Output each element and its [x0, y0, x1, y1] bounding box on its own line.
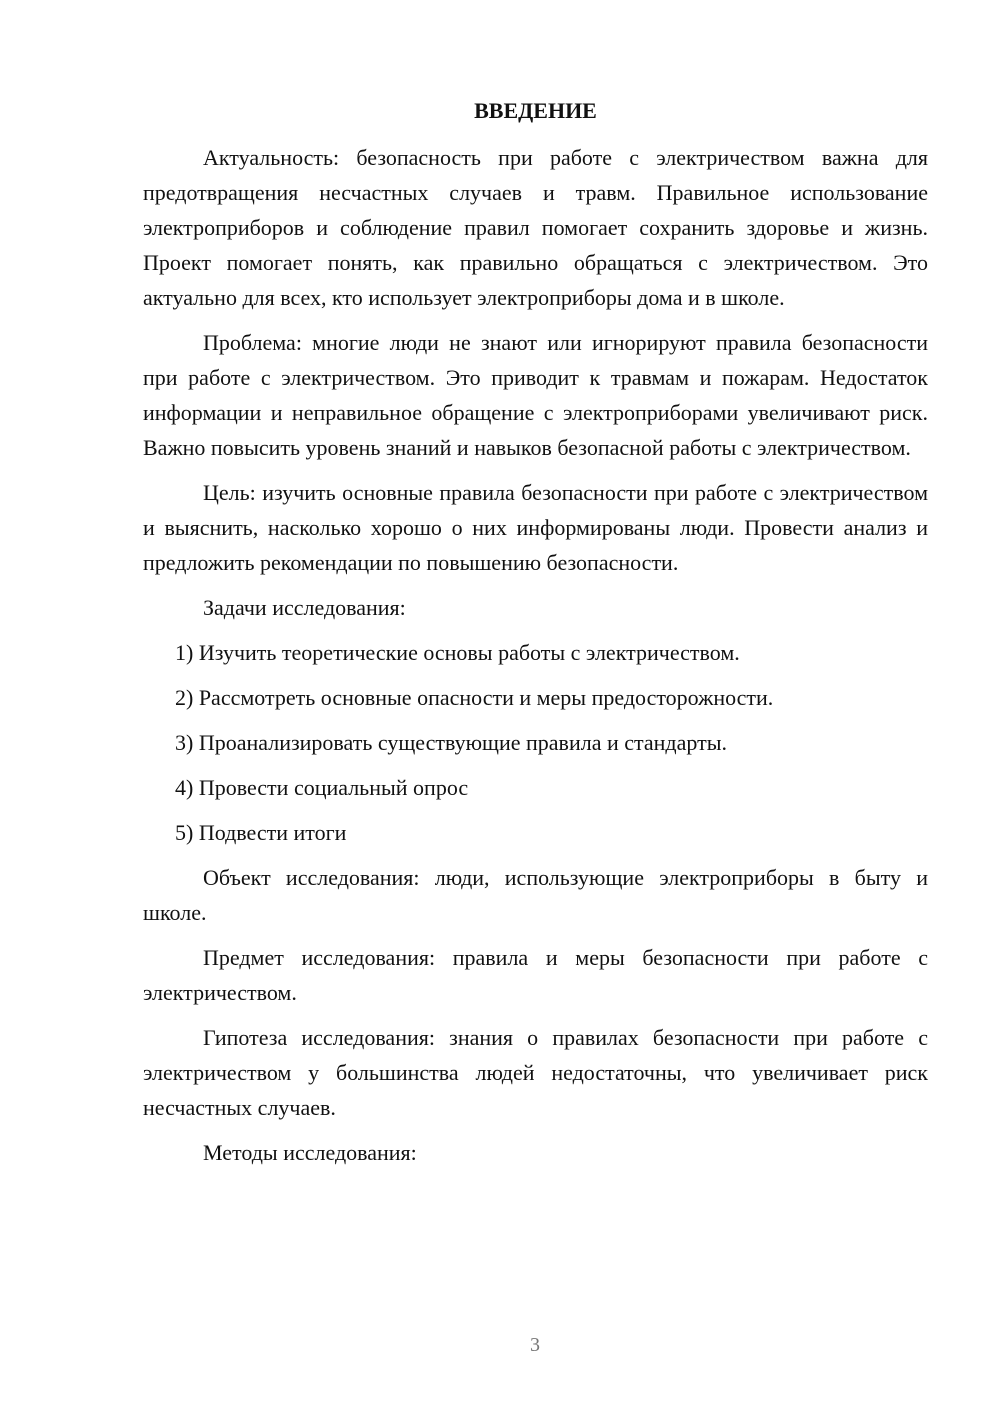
- methods-heading: Методы исследования:: [203, 1140, 417, 1165]
- document-body: [143, 96, 928, 1180]
- hypothesis-paragraph: Гипотеза исследования: знания о правилах безопасности при работе с электричеством у большинства людей недостаточны, что увеличивает риск несчастных случаев.: [143, 1025, 928, 1120]
- task-item: 4) Провести социальный опрос: [175, 775, 469, 800]
- task-item: 2) Рассмотреть основные опасности и меры предосторожности.: [175, 685, 774, 710]
- tasks-heading: Задачи исследования:: [203, 595, 406, 620]
- task-item: 1) Изучить теоретические основы работы с электричеством.: [175, 640, 740, 665]
- tasks-list: [143, 635, 928, 850]
- page-title: ВВЕДЕНИЕ: [474, 98, 597, 123]
- subject-paragraph: Предмет исследования: правила и меры безопасности при работе с электричеством.: [143, 945, 928, 1005]
- relevance-paragraph: Актуальность: безопасность при работе с электричеством важна для предотвращения несчастных случаев и травм. Правильное использование электроприборов и соблюдение правил помогает сохранить здоровье и жизнь. Проект помогает понять, как правильно обращаться с электричеством. Это актуально для всех, кто использует электроприборы дома и в школе.: [143, 145, 928, 310]
- problem-paragraph: Проблема: многие люди не знают или игнорируют правила безопасности при работе с электричеством. Это приводит к травмам и пожарам. Недостаток информации и неправильное обращение с электроприборами увеличивают риск. Важно повысить уровень знаний и навыков безопасной работы с электричеством.: [143, 330, 928, 460]
- task-item: 5) Подвести итоги: [175, 820, 347, 845]
- page-number: 3: [530, 1334, 540, 1356]
- object-paragraph: Объект исследования: люди, использующие электроприборы в быту и школе.: [143, 865, 928, 925]
- task-item: 3) Проанализировать существующие правила и стандарты.: [175, 730, 727, 755]
- goal-paragraph: Цель: изучить основные правила безопасности при работе с электричеством и выяснить, насколько хорошо о них информированы люди. Провести анализ и предложить рекомендации по повышению безопасности.: [143, 480, 928, 575]
